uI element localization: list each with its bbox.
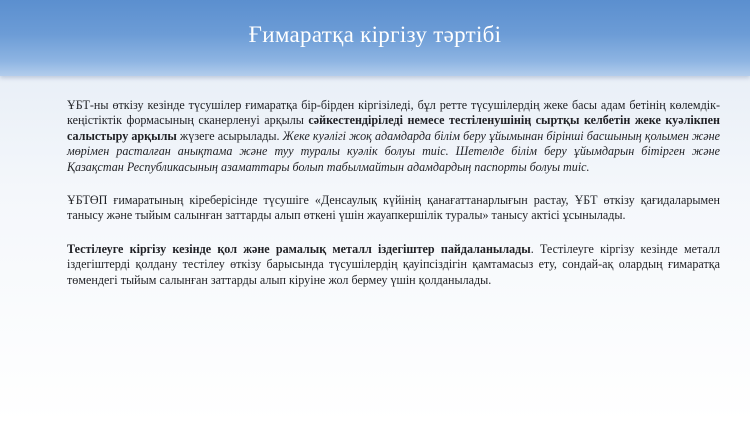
paragraph-text: . Тестілеуге кіргізу кезінде металл іздегіштерді қолдану тестілеу өткізу барысында түсушілердің қауіпсіздігін қамтамасыз ету, сондай-ақ олардың ғимаратқа төмендегі тыйым салынған заттарды алып кіруіне жол бермеу үшін қолданылады. <box>67 241 720 287</box>
title-bar <box>0 0 750 76</box>
paragraph-bold-text: Тестілеуге кіргізу кезінде қол және рамалық металл іздегіштер пайдаланылады <box>67 241 531 256</box>
paragraph-text: ҰБТ-ны өткізу кезінде түсушілер ғимаратқа бір-бірден кіргізіледі, бұл ретте түсушілердің жеке басы адам бетінің көлемдік-кеңістіктік формасының сканерленуі арқылы <box>67 98 720 128</box>
paragraph-bold-text: сәйкестендіріледі немесе тестіленушінің сыртқы келбетін жеке куәлікпен салыстыру арқылы <box>67 113 720 143</box>
paragraph-text: жүзеге асырылады. <box>176 128 283 143</box>
paragraph-metal-detectors <box>67 242 720 288</box>
slide-title: Ғимаратқа кіргізу тәртібі <box>248 22 502 47</box>
paragraph-entry-procedure <box>67 98 720 175</box>
paragraph-italic-text: Жеке куәлігі жоқ адамдарда білім беру ұйымынан бірінші басшының қолымен және мөрімен расталған анықтама және туу туралы куәлік болуы тиіс. Шетелде білім беру ұйымдарын бітірген және Қазақстан Республикасының азаматтары болып табылмайтын адамдардың паспорты болуы тиіс. <box>67 128 720 174</box>
paragraph-acknowledgement-act <box>67 193 720 224</box>
slide-body <box>67 98 720 288</box>
paragraph-text: ҰБТӨП ғимаратының кіреберісінде түсушіге «Денсаулық күйінің қанағаттанарлығын растау, ҰБТ өткізу қағидаларымен танысу және тыйым салынған заттарды алып өткені үшін жауапкершілік туралы» танысу актісі ұсынылады. <box>67 193 720 223</box>
